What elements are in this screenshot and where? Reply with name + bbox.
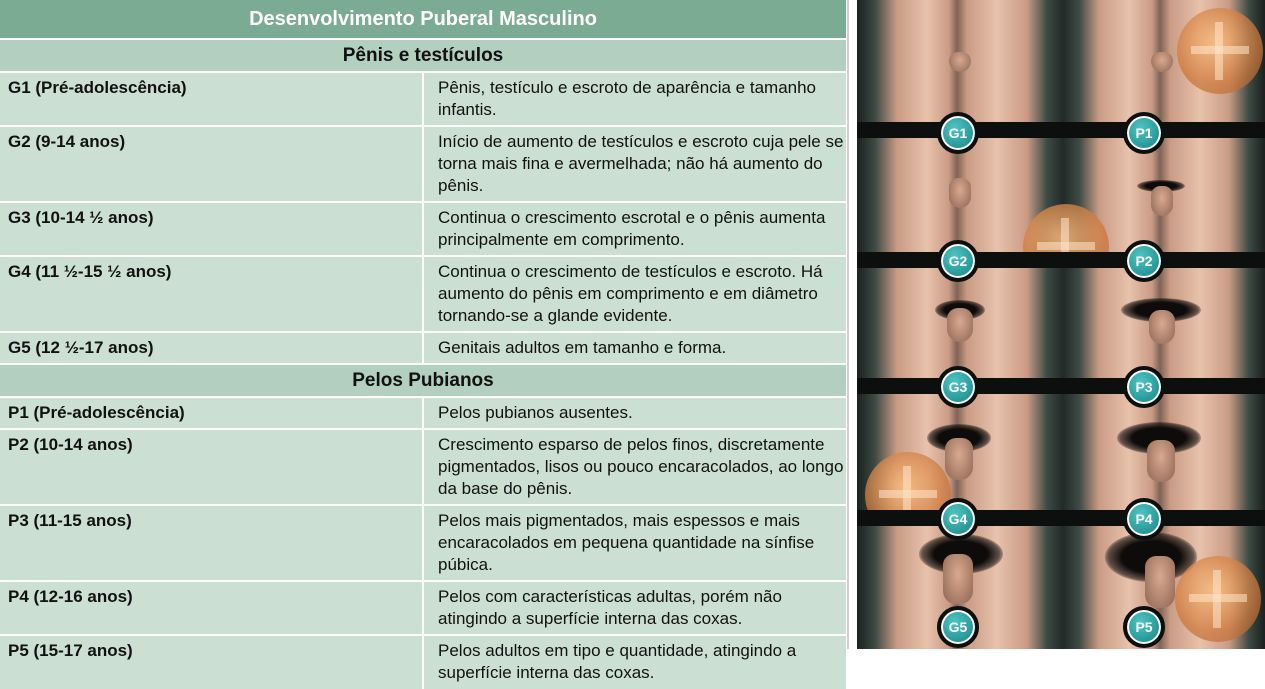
stage-badge-p5: P5: [1123, 606, 1165, 648]
stage-label: G4 (11 ½-15 ½ anos): [0, 256, 423, 332]
stage-description: Pelos adultos em tipo e quantidade, atingindo a superfície interna das coxas.: [423, 635, 846, 689]
table-title: Desenvolvimento Puberal Masculino: [0, 0, 846, 39]
table-row: [0, 72, 846, 126]
table-row: [0, 429, 846, 505]
stage-badge-p1: P1: [1123, 112, 1165, 154]
genital-shape: [1149, 310, 1175, 344]
skin-backdrop: [857, 268, 1265, 384]
stage-panel-4: [857, 394, 1265, 510]
stage-badge-g1: G1: [937, 112, 979, 154]
stage-panel-5: [857, 526, 1265, 649]
stage-badge-g4: G4: [937, 498, 979, 540]
stage-badge-p3: P3: [1123, 366, 1165, 408]
stage-panel-2: [857, 138, 1265, 256]
stage-label: P3 (11-15 anos): [0, 505, 423, 581]
genital-shape: [949, 178, 971, 208]
stage-panel-1: [857, 0, 1265, 130]
table-row: [0, 505, 846, 581]
genital-shape: [947, 308, 973, 342]
genital-shape: [1151, 186, 1173, 216]
stage-label: P1 (Pré-adolescência): [0, 397, 423, 429]
section-heading-genitals: Pênis e testículos: [0, 39, 846, 72]
stage-badge-g2: G2: [937, 240, 979, 282]
stage-description: Pelos mais pigmentados, mais espessos e mais encaracolados em pequena quantidade na sínfise púbica.: [423, 505, 846, 581]
stage-badge-g5: G5: [937, 606, 979, 648]
stage-label: P2 (10-14 anos): [0, 429, 423, 505]
table-row: [0, 126, 846, 202]
stage-badge-g3: G3: [937, 366, 979, 408]
stage-description: Genitais adultos em tamanho e forma.: [423, 332, 846, 364]
stage-description: Crescimento esparso de pelos finos, discretamente pigmentados, lisos ou pouco encaracolados, ao longo da base do pênis.: [423, 429, 846, 505]
seal-graphic: [1175, 556, 1261, 642]
genital-shape: [1145, 556, 1175, 608]
genital-shape: [945, 438, 973, 480]
stage-description: Pelos com características adultas, porém não atingindo a superfície interna das coxas.: [423, 581, 846, 635]
divider-bar: [857, 252, 1265, 268]
stage-label: G5 (12 ½-17 anos): [0, 332, 423, 364]
table-row: [0, 332, 846, 364]
table-row: [0, 635, 846, 689]
stage-panel-3: [857, 268, 1265, 384]
stage-label: G3 (10-14 ½ anos): [0, 202, 423, 256]
stage-description: Continua o crescimento de testículos e escroto. Há aumento do pênis em comprimento e em diâmetro tornando-se a glande evidente.: [423, 256, 846, 332]
table-row: [0, 397, 846, 429]
stage-badge-p2: P2: [1123, 240, 1165, 282]
stage-label: P4 (12-16 anos): [0, 581, 423, 635]
divider-bar: [857, 122, 1265, 138]
stage-label: P5 (15-17 anos): [0, 635, 423, 689]
stage-description: Início de aumento de testículos e escroto cuja pele se torna mais fina e avermelhada; não há aumento do pênis.: [423, 126, 846, 202]
stage-label: G1 (Pré-adolescência): [0, 72, 423, 126]
stage-badge-p4: P4: [1123, 498, 1165, 540]
stage-label: G2 (9-14 anos): [0, 126, 423, 202]
table-row: [0, 202, 846, 256]
genital-shape: [1147, 440, 1175, 482]
stage-description: Continua o crescimento escrotal e o pênis aumenta principalmente em comprimento.: [423, 202, 846, 256]
divider-bar: [857, 510, 1265, 526]
stage-description: Pênis, testículo e escroto de aparência e tamanho infantis.: [423, 72, 846, 126]
genital-shape: [943, 554, 973, 604]
vertical-divider: [847, 0, 849, 649]
stage-description: Pelos pubianos ausentes.: [423, 397, 846, 429]
divider-bar: [857, 378, 1265, 394]
tanner-stage-illustration: [857, 0, 1265, 649]
table-row: [0, 256, 846, 332]
table-row: [0, 581, 846, 635]
section-heading-pubic-hair: Pelos Pubianos: [0, 364, 846, 397]
seal-graphic: [1177, 8, 1263, 94]
